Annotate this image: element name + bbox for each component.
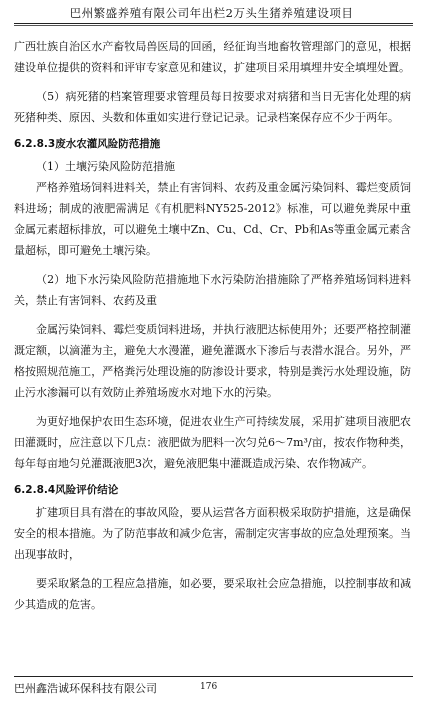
document-body bbox=[14, 36, 411, 615]
paragraph-groundwater-subheading: （2）地下水污染风险防范措施地下水污染防治措施除了严格养殖场饲料进料关，禁止有害饲料、农药及重 bbox=[14, 273, 411, 307]
paragraph-emergency-measures: 要采取紧急的工程应急措施，如必要，要采取社会应急措施，以控制事故和减少其造成的危害。 bbox=[14, 577, 411, 611]
section-title: 废水农灌风险防范措施 bbox=[55, 138, 161, 150]
paragraph-farmland-irrigation: 为更好地保护农田生态环境，促进农业生产可持续发展，采用扩建项目液肥农田灌溉时，应注意以下几点：液肥做为肥料一次匀兑6～7m³/亩，按农作物种类，每年每亩地匀兑灌溉液肥3次，避免液肥集中灌溉造成污染、农作物减产。 bbox=[14, 415, 411, 470]
header-rule bbox=[14, 23, 413, 24]
section-heading-6-2-8-4 bbox=[14, 480, 411, 500]
paragraph-soil-subheading: （1）土壤污染风险防范措施 bbox=[36, 160, 175, 173]
paragraph-groundwater-measures: 金属污染饲料、霉烂变质饲料进场，并执行液肥达标使用外；还要严格控制灌溉定额，以滴灌为主，避免大水漫灌，避免灌溉水下渗后与表潜水混合。另外，严格按照规范施工，严格粪污处理设施的防渗设计要求，特别是粪污水处理设施，防止污水渗漏可以有效防止养殖场废水对地下水的污染。 bbox=[14, 323, 411, 399]
header-rule-secondary bbox=[14, 25, 413, 26]
page-header-title: 巴州繁盛养殖有限公司年出栏2万头生猪养殖建设项目 bbox=[69, 6, 354, 20]
paragraph-record-management: （5）病死猪的档案管理要求管理员每日按要求对病猪和当日无害化处理的病死猪种类、原因、头数和体重如实进行登记记录。记录档案保存应不少于两年。 bbox=[14, 90, 411, 124]
section-number: 6.2.8.3 bbox=[14, 138, 56, 150]
footer-rule bbox=[14, 676, 413, 677]
section-number: 6.2.8.4 bbox=[14, 484, 56, 496]
paragraph-soil-measures: 严格养殖场饲料进料关，禁止有害饲料、农药及重金属污染饲料、霉烂变质饲料进场；制成的液肥需满足《有机肥料NY525-2012》标准，可以避免粪尿中重金属元素超标排放，可以避免土壤中Zn、Cu、Cd、Cr、Pb和As等重金属元素含量超标，即可避免土壤污染。 bbox=[14, 181, 411, 257]
paragraph-risk-conclusion: 扩建项目具有潜在的事故风险，要从运营各方面积极采取防护措施，这是确保安全的根本措施。为了防范事故和减少危害，需制定灾害事故的应急处理预案。当出现事故时， bbox=[14, 506, 411, 561]
paragraph-disposal-continued: 广西壮族自治区水产畜牧局兽医局的回函，经征询当地畜牧管理部门的意见，根据建设单位提供的资料和评审专家意见和建议，扩建项目采用填埋井安全填埋处置。 bbox=[14, 40, 411, 74]
footer-company-name: 巴州鑫浩诚环保科技有限公司 bbox=[14, 682, 157, 695]
section-heading-6-2-8-3 bbox=[14, 134, 411, 154]
footer-page-number: 176 bbox=[200, 682, 218, 692]
section-title: 风险评价结论 bbox=[55, 484, 119, 496]
